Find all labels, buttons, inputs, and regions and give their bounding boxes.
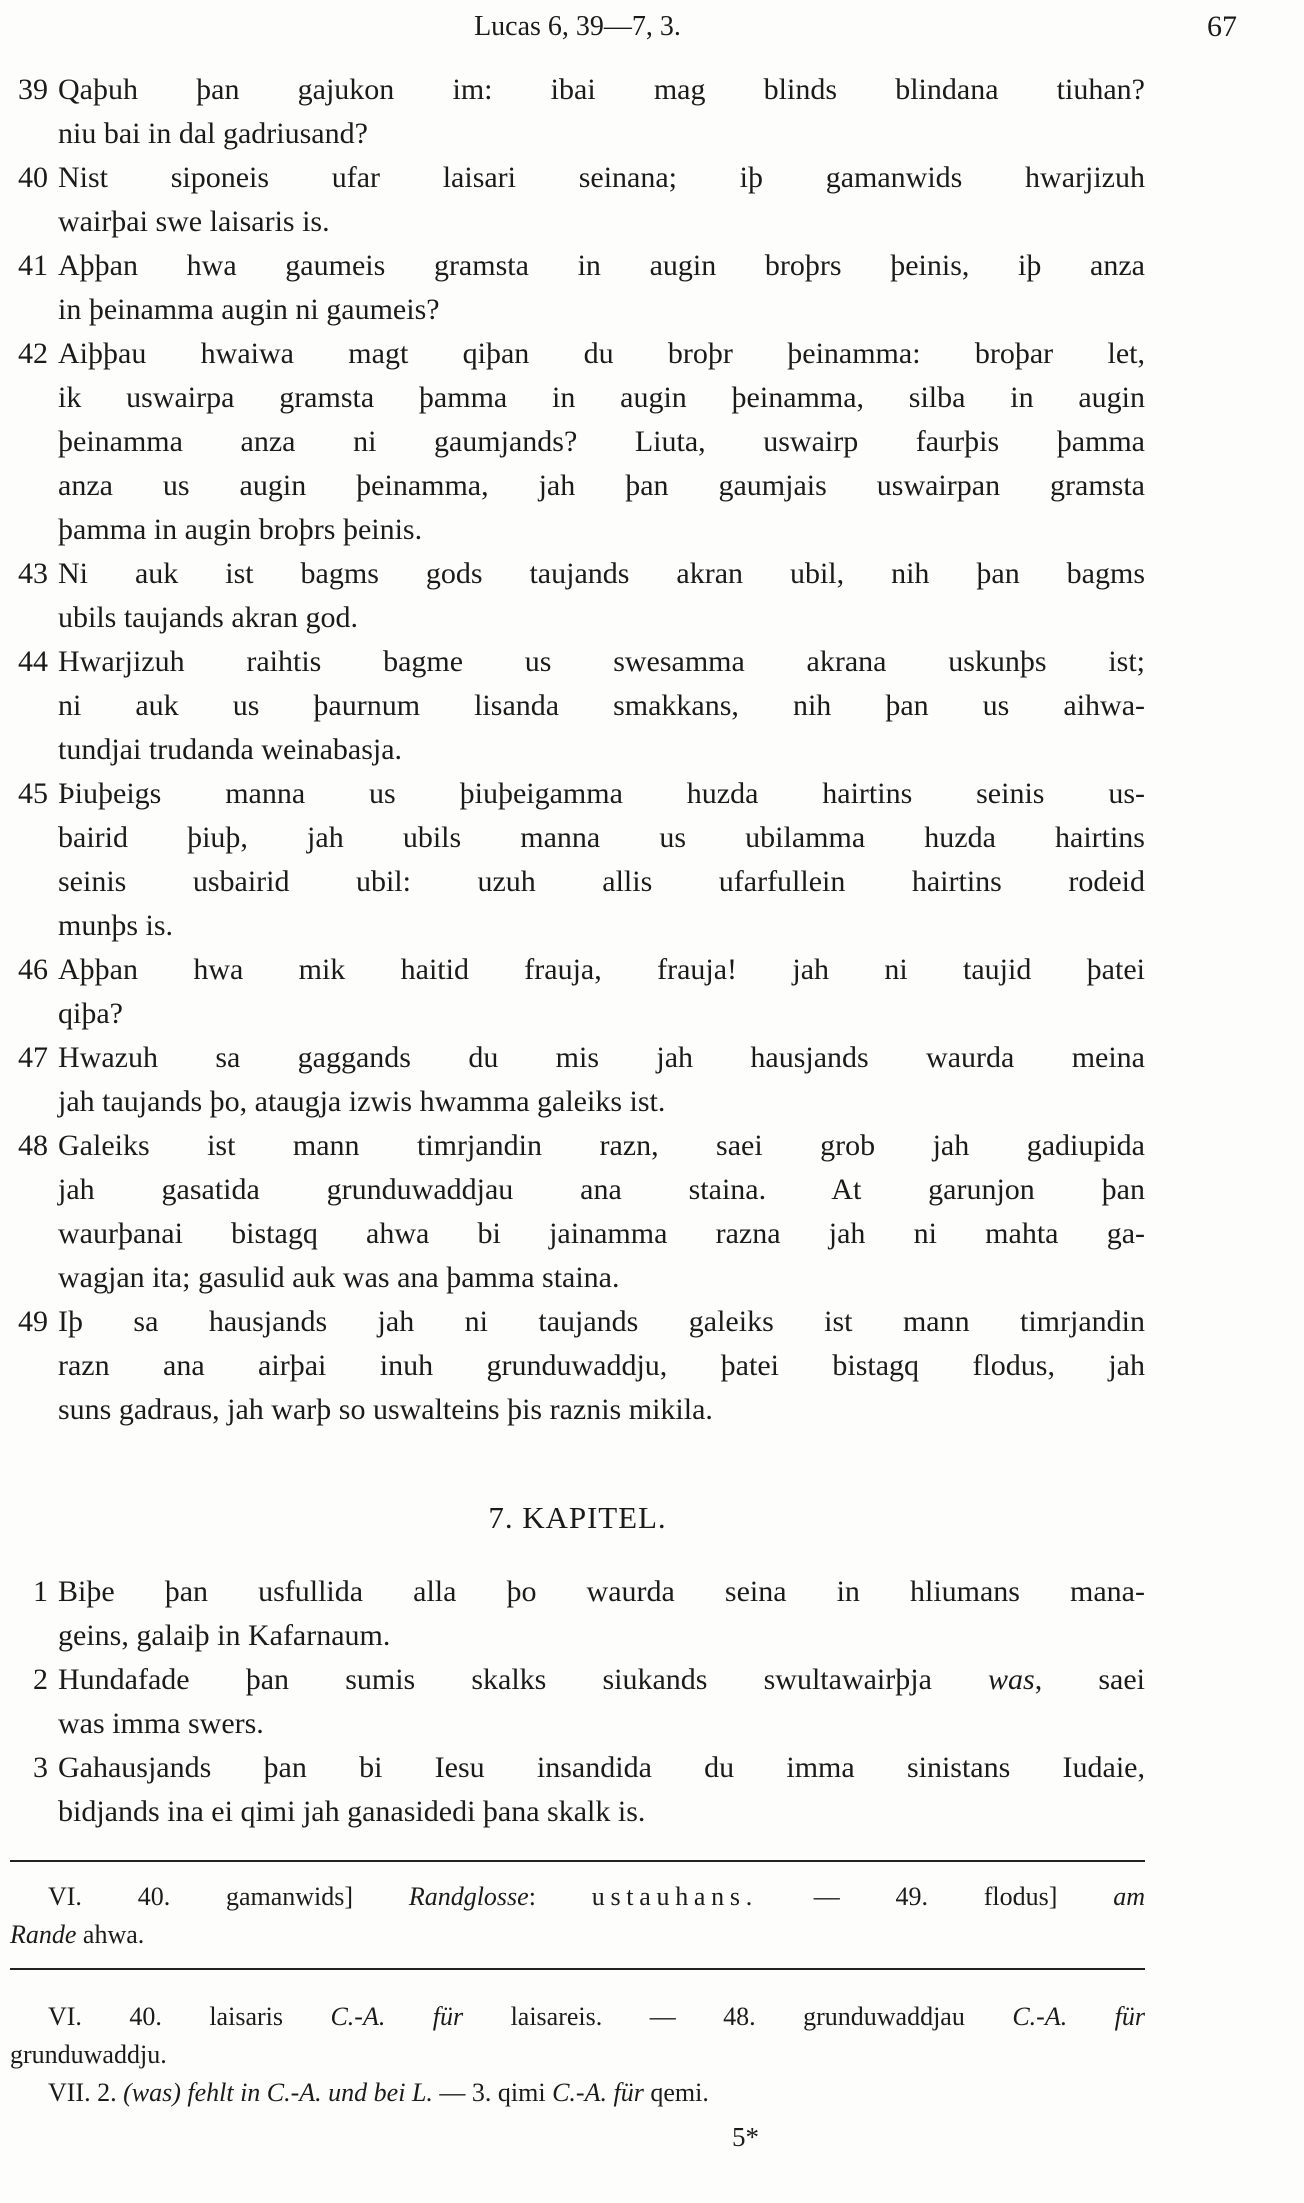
verse-44 (10, 640, 1145, 772)
luke6-verses (10, 68, 1145, 1432)
verse-line: ni auk us þaurnum lisanda smakkans, nih þan us aihwa- (58, 689, 1145, 722)
footnote-apparatus-1 (10, 1878, 1145, 1954)
verse-48 (10, 1124, 1145, 1300)
verse-number: 40 (18, 161, 48, 194)
footnote-text: VII. 2. (48, 2078, 124, 2107)
footnote-text-italic: am (1113, 1882, 1145, 1911)
verse-line: tundjai trudanda weinabasja. (58, 733, 403, 766)
footnote-text: : (528, 1882, 592, 1911)
verse-line: ik uswairpa gramsta þamma in augin þeinamma, silba in augin (58, 381, 1145, 414)
footnote-text: VI. 40. gamanwids] (48, 1882, 409, 1911)
verse-number: 1 (33, 1575, 48, 1608)
footnote-text-italic: C.-A. für (330, 2002, 464, 2031)
running-title: Lucas 6, 39—7, 3. (474, 11, 681, 42)
footnote-text-italic: C.-A. für (552, 2078, 644, 2107)
verse-line: razn ana airþai inuh grunduwaddju, þatei bistagq flodus, jah (58, 1349, 1145, 1382)
verse-line: suns gadraus, jah warþ so uswalteins þis raznis mikila. (58, 1393, 713, 1426)
verse-text: , saei (1034, 1663, 1146, 1696)
footnote-line (10, 2074, 1145, 2112)
footnote-line: grunduwaddju. (10, 2040, 167, 2069)
footnote-line (10, 1998, 1145, 2036)
verse-47 (10, 1036, 1145, 1124)
verse-line (58, 1658, 1145, 1702)
verse-line: þamma in augin broþrs þeinis. (58, 513, 423, 546)
chapter-heading: 7. KAPITEL. (488, 1500, 667, 1535)
luke7-verses (10, 1570, 1145, 1834)
verse-line: Hwarjizuh raihtis bagme us swesamma akrana uskunþs ist; (58, 645, 1145, 678)
verse-number: 45 (18, 777, 48, 810)
apparatus-divider-2 (10, 1968, 1145, 1970)
verse-line: Iþ sa hausjands jah ni taujands galeiks ist mann timrjandin (58, 1305, 1145, 1338)
verse-line: Nist siponeis ufar laisari seinana; iþ gamanwids hwarjizuh (58, 161, 1145, 194)
verse-number: 39 (18, 73, 48, 106)
footnote-text: ahwa. (76, 1920, 145, 1949)
verse-39 (10, 68, 1145, 156)
footnote-text: laisareis. — 48. grunduwaddjau (463, 2002, 1013, 2031)
apparatus-divider-1 (10, 1860, 1145, 1862)
verse-number: 46 (18, 953, 48, 986)
verse-line: Aþþan hwa gaumeis gramsta in augin broþrs þeinis, iþ anza (58, 249, 1145, 282)
verse-line: seinis usbairid ubil: uzuh allis ufarfullein hairtins rodeid (58, 865, 1145, 898)
verse-number: 48 (18, 1129, 48, 1162)
verse-line: Qaþuh þan gajukon im: ibai mag blinds blindana tiuhan? (58, 73, 1145, 106)
verse-45 (10, 772, 1145, 948)
verse-line: Hwazuh sa gaggands du mis jah hausjands waurda meina (58, 1041, 1145, 1074)
verse-number: 2 (33, 1663, 48, 1696)
verse-line: Gahausjands þan bi Iesu insandida du imma sinistans Iudaie, (58, 1751, 1145, 1784)
footnote-line (10, 1916, 1145, 1954)
verse-49 (10, 1300, 1145, 1432)
verse-line: ubils taujands akran god. (58, 601, 358, 634)
printer-signature: 5* (732, 2122, 759, 2152)
verse-number: 44 (18, 645, 48, 678)
verse-43 (10, 552, 1145, 640)
verse-line: anza us augin þeinamma, jah þan gaumjais uswairpan gramsta (58, 469, 1145, 502)
footnote-apparatus-2 (10, 1998, 1145, 2112)
verse-line: jah gasatida grunduwaddjau ana staina. At garunjon þan (58, 1173, 1145, 1206)
verse-7-3 (10, 1746, 1145, 1834)
verse-line: qiþa? (58, 997, 123, 1030)
verse-41 (10, 244, 1145, 332)
verse-line: waurþanai bistagq ahwa bi jainamma razna jah ni mahta ga- (58, 1217, 1145, 1250)
footnote-text: — 3. qimi (432, 2078, 553, 2107)
footnote-text: VI. 40. laisaris (48, 2002, 331, 2031)
verse-line: Galeiks ist mann timrjandin razn, saei grob jah gadiupida (58, 1129, 1145, 1162)
footnote-text-italic: Randglosse (408, 1882, 529, 1911)
verse-line: Aiþþau hwaiwa magt qiþan du broþr þeinamma: broþar let, (58, 337, 1145, 370)
verse-line: was imma swers. (58, 1707, 264, 1740)
verse-42 (10, 332, 1145, 552)
verse-number: 47 (18, 1041, 48, 1074)
verse-number: 49 (18, 1305, 48, 1338)
verse-text: Hundafade þan sumis skalks siukands swultawairþja (58, 1663, 989, 1696)
verse-line: Aþþan hwa mik haitid frauja, frauja! jah ni taujid þatei (58, 953, 1145, 986)
verse-line: Ni auk ist bagms gods taujands akran ubil, nih þan bagms (58, 557, 1145, 590)
verse-7-1 (10, 1570, 1145, 1658)
verse-number: 3 (33, 1751, 48, 1784)
verse-line: Þiuþeigs manna us þiuþeigamma huzda hairtins seinis us- (58, 777, 1145, 810)
verse-number: 43 (18, 557, 48, 590)
footnote-text-italic: C.-A. für (1012, 2002, 1145, 2031)
footnote-text-spaced: ustauhans. (591, 1882, 758, 1911)
verse-46 (10, 948, 1145, 1036)
verse-number: 42 (18, 337, 48, 370)
page-header (10, 8, 1237, 54)
verse-line: bidjands ina ei qimi jah ganasidedi þana skalk is. (58, 1795, 646, 1828)
verse-line: in þeinamma augin ni gaumeis? (58, 293, 440, 326)
footnote-line (10, 1878, 1145, 1916)
verse-line: munþs is. (58, 909, 174, 942)
verse-40 (10, 156, 1145, 244)
footnote-text-italic: Rande (10, 1920, 77, 1949)
verse-line: þeinamma anza ni gaumjands? Liuta, uswairp faurþis þamma (58, 425, 1145, 458)
footnote-text: — 49. flodus] (757, 1882, 1114, 1911)
footnote-text-italic: (was) fehlt in C.-A. und bei L. (123, 2078, 433, 2107)
verse-line: bairid þiuþ, jah ubils manna us ubilamma huzda hairtins (58, 821, 1145, 854)
verse-number: 41 (18, 249, 48, 282)
footnote-text: qemi. (643, 2078, 709, 2107)
verse-line: Biþe þan usfullida alla þo waurda seina in hliumans mana- (58, 1575, 1145, 1608)
verse-line: wairþai swe laisaris is. (58, 205, 330, 238)
verse-text-italic: was (988, 1663, 1035, 1696)
verse-line: geins, galaiþ in Kafarnaum. (58, 1619, 391, 1652)
page-number: 67 (1207, 10, 1237, 43)
verse-7-2 (10, 1658, 1145, 1746)
verse-line: wagjan ita; gasulid auk was ana þamma staina. (58, 1261, 620, 1294)
verse-line: jah taujands þo, ataugja izwis hwamma galeiks ist. (58, 1085, 666, 1118)
verse-line: niu bai in dal gadriusand? (58, 117, 368, 150)
